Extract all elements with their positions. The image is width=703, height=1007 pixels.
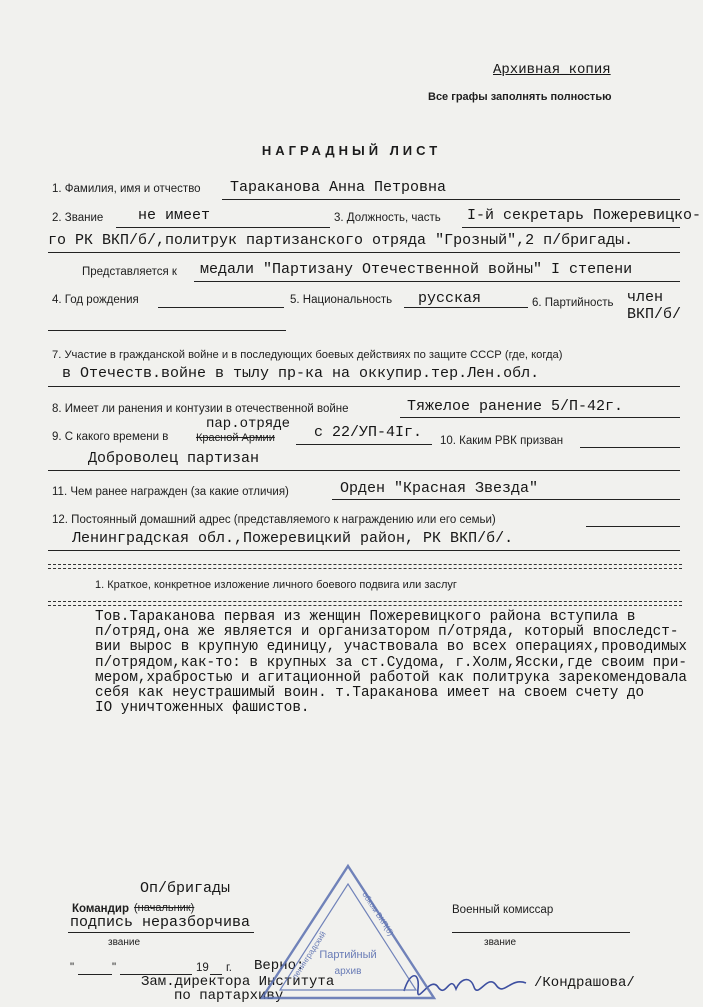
field-9-overtype: пар.отряде (206, 416, 291, 432)
stamp-text-line2: архив (334, 966, 362, 977)
field-12-value: Ленинградская обл.,Пожеревицкий район, РК ВКП/б/. (72, 530, 514, 547)
summary-line: Тов.Тараканова первая из женщин Пожеревицкого района вступила в (95, 609, 636, 625)
field-5-label: 5. Национальность (290, 294, 393, 306)
summary-line: себя как неустрашимый воин. т.Тараканова имеет на своем счету до (95, 685, 645, 702)
field-7-label: 7. Участие в гражданской войне и в последующих боевых действиях по защите СССР (где, когда) (52, 349, 563, 361)
field-9-struck-text: Красной Армии (196, 432, 275, 444)
field-12-line-2 (48, 550, 680, 551)
field-8-value: Тяжелое ранение 5/П-42г. (407, 398, 624, 415)
archive-copy-note: Архивная_копия (493, 62, 611, 78)
summary-text (95, 609, 687, 717)
field-2-line (116, 227, 330, 228)
field-10-line-2 (48, 470, 680, 471)
field-6-value-1: член (627, 289, 664, 306)
field-3-line-2 (48, 252, 680, 253)
summary-line: вии вырос в крупную единицу, участвовала во всех операциях,проводимых (95, 639, 687, 656)
field-9-value: с 22/УП-4Iг. (314, 424, 423, 441)
field-9-label: 9. С какого времени в (52, 431, 169, 443)
commander-label: Командир (72, 903, 129, 915)
commissar-line (452, 932, 630, 933)
document-title: НАГРАДНЫЙ ЛИСТ (261, 143, 442, 158)
field-11-value: Орден "Красная Звезда" (340, 480, 539, 497)
stamp-edge-left: ленинградский (290, 929, 328, 982)
field-10-line (580, 447, 680, 448)
signer-name: /Кондрашова/ (534, 975, 635, 991)
rank-label-right: звание (484, 937, 517, 948)
summary-line: IO уничтоженных фашистов. (95, 700, 310, 717)
presented-line (194, 281, 680, 282)
field-3-value: I-й секретарь Пожеревицко- (467, 207, 702, 224)
field-1-value: Тараканова Анна Петровна (230, 179, 447, 196)
deputy-director-line1: Зам.директора Института (141, 974, 335, 990)
field-2-label: 2. Звание (52, 212, 104, 224)
presented-label: Представляется к (82, 266, 177, 278)
party-archive-stamp (258, 862, 438, 1007)
date-quote-mark-close: " (112, 962, 117, 974)
field-3-value-continued: го РК ВКП/б/,политрук партизанского отряда "Грозный",2 п/бригады. (48, 232, 634, 249)
field-4-line-2 (48, 330, 286, 331)
field-5-value: русская (418, 290, 482, 307)
field-6-label: 6. Партийность (532, 297, 614, 309)
field-1-line (222, 199, 680, 200)
verno-label: Верно: (254, 958, 305, 974)
field-9-line (296, 444, 432, 445)
brigade-label: Оп/бригады (140, 880, 231, 897)
field-3-line (462, 227, 680, 228)
summary-line: п/отрядом,как-то: в крупных за ст.Судома, г.Холм,Ясски,где своим при- (95, 654, 687, 671)
commander-signature: подпись неразборчива (70, 914, 251, 931)
summary-line: мером,храбростью и агитационной работой как политрука зарекомендовала (95, 669, 687, 686)
summary-top-separator (48, 564, 682, 569)
field-2-value: не имеет (138, 207, 211, 224)
date-day-line (78, 974, 112, 975)
field-12-label: 12. Постоянный домашний адрес (представляемого к награждению или его семьи) (52, 514, 496, 526)
date-suffix: г. (226, 962, 232, 974)
field-5-line (404, 307, 528, 308)
field-7-line (48, 386, 680, 387)
summary-heading: 1. Краткое, конкретное изложение личного боевого подвига или заслуг (95, 579, 457, 591)
commander-struck-label: (начальник) (134, 902, 195, 914)
field-11-label: 11. Чем ранее награжден (за какие отличия) (52, 486, 289, 498)
military-commissar-label: Военный комиссар (452, 904, 554, 916)
field-4-label: 4. Год рождения (52, 294, 139, 306)
field-4-line (158, 307, 284, 308)
field-1-label: 1. Фамилия, имя и отчество (52, 183, 201, 195)
field-10-label: 10. Каким РВК призван (440, 435, 564, 447)
commander-line (68, 932, 254, 933)
field-3-label: 3. Должность, часть (334, 212, 441, 224)
rank-label-left: звание (108, 937, 141, 948)
summary-line: п/отряд,она же является и организатором п/отряда, который впоследст- (95, 624, 679, 641)
field-8-label: 8. Имеет ли ранения и контузии в отечественной войне (52, 403, 349, 415)
stamp-text-line1: Партийный (319, 949, 377, 961)
date-year: 19 (196, 962, 209, 974)
field-8-line (400, 417, 680, 418)
field-7-value: в Отечеств.войне в тылу пр-ка на оккупир.тер.Лен.обл. (62, 365, 540, 382)
field-10-value: Доброволец партизан (88, 450, 260, 467)
fill-all-note: Все графы заполнять полностью (428, 91, 612, 103)
date-quote-mark: " (70, 962, 75, 974)
deputy-director-line2: по партархиву (174, 988, 284, 1004)
stamp-edge-right: обком ВКП(б) (360, 890, 396, 938)
field-11-line (332, 499, 680, 500)
field-6-value-2: ВКП/б/ (627, 306, 682, 323)
field-12-line (586, 526, 680, 527)
summary-bottom-separator (48, 601, 682, 606)
presented-value: медали "Партизану Отечественной войны" I степени (200, 261, 633, 278)
